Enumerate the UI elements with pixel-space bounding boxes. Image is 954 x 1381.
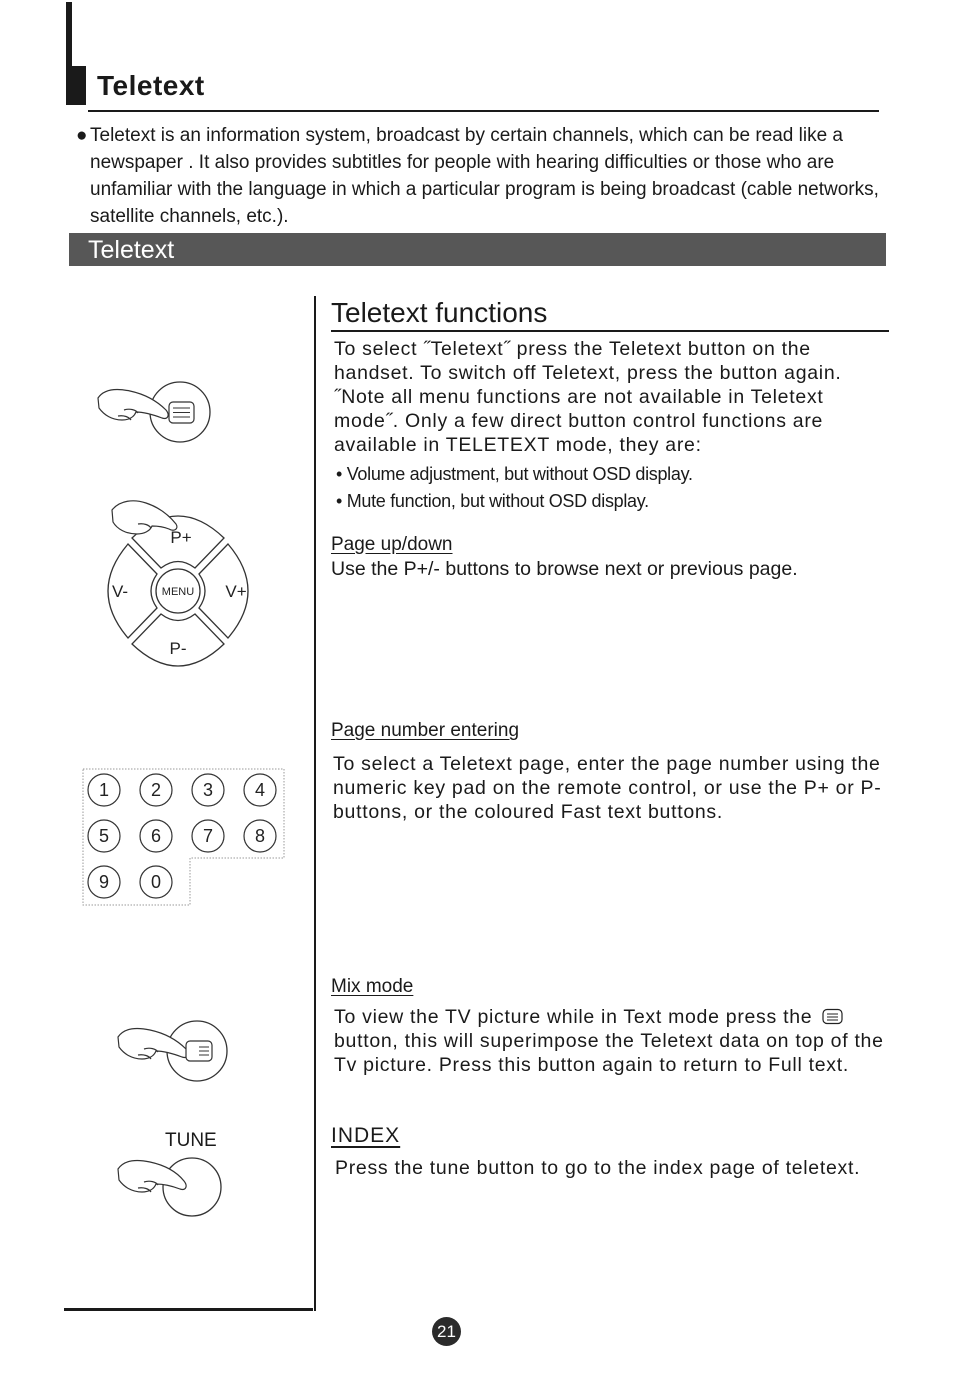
bottom-rule [64, 1308, 313, 1311]
index-title: INDEX [331, 1124, 401, 1147]
section-band-title: Teletext [88, 236, 175, 264]
page-number-title: Page number entering [331, 720, 520, 741]
dpad-up-label: P+ [170, 528, 192, 547]
teletext-symbol-icon [169, 402, 194, 423]
functions-rule [331, 330, 889, 332]
teletext-symbol-icon [186, 1041, 212, 1061]
header-bar-block [66, 66, 86, 105]
index-text: Press the tune button to go to the index page of teletext. [335, 1157, 861, 1179]
mix-mode-text [334, 1005, 890, 1077]
mix-mode-text-end: button, this will superimpose the Teletext data on top of the Tv picture. Press this button again to return to Full text. [334, 1030, 884, 1076]
keypad-key-label: 0 [150, 872, 162, 892]
page-number-text: To select a Teletext page, enter the page number using the numeric key pad on the remote control, or use the P+ or P- buttons, or the coloured Fast text buttons. [333, 753, 882, 823]
page-updown-text: Use the P+/- buttons to browse next or previous page. [331, 558, 798, 580]
tune-button [163, 1158, 221, 1216]
keypad-key-label: 9 [98, 872, 110, 892]
keypad-key-label: 3 [202, 780, 214, 800]
teletext-button-icon [822, 1008, 844, 1026]
functions-intro: To select ˝Teletext˝ press the Teletext button on the handset. To switch off Teletext, press the button again. ˝Note all menu functions are not available in Teletext mode˝. Only a few direct button control functions are available in TELETEXT mode, they are: [334, 338, 842, 456]
functions-bullets [336, 461, 693, 515]
list-item: • Volume adjustment, but without OSD display. [336, 464, 693, 484]
keypad-key-label: 5 [98, 826, 110, 846]
dpad-left-label: V- [111, 582, 129, 601]
intro-text: Teletext is an information system, broadcast by certain channels, which can be read like a newspaper . It also provides subtitles for people with hearing difficulties or those who are unfamiliar with the language in which a particular program is being broadcast (cable networks, satellite channels, etc.). [90, 125, 879, 227]
intro-paragraph [76, 122, 886, 230]
mix-mode-text-start: To view the TV picture while in Text mode press the [334, 1006, 813, 1028]
tune-label: TUNE [165, 1130, 217, 1151]
keypad-key-label: 1 [98, 780, 110, 800]
column-divider [314, 296, 316, 1311]
keypad-key-label: 8 [254, 826, 266, 846]
mix-mode-title: Mix mode [331, 976, 414, 997]
keypad-key-label: 6 [150, 826, 162, 846]
teletext-button-illustration [96, 380, 218, 444]
intro-bullet: ● [76, 125, 88, 146]
page-title: Teletext [97, 70, 205, 101]
keypad-key-label: 2 [150, 780, 162, 800]
dpad-down-label: P- [169, 639, 187, 658]
keypad-key-label: 7 [202, 826, 214, 846]
tune-button-illustration [116, 1156, 226, 1220]
section-band [69, 233, 886, 266]
dpad-right-label: V+ [225, 582, 247, 601]
dpad-center-label: MENU [161, 586, 195, 598]
mix-mode-button-illustration [116, 1020, 232, 1084]
page-number-badge: 21 [432, 1317, 461, 1346]
page-updown-title: Page up/down [331, 534, 453, 555]
keypad-key-label: 4 [254, 780, 266, 800]
dpad-illustration [102, 498, 258, 670]
list-item: • Mute function, but without OSD display. [336, 491, 649, 511]
header-rule [88, 110, 879, 112]
numeric-keypad-illustration [80, 766, 288, 908]
functions-title: Teletext functions [331, 297, 548, 328]
